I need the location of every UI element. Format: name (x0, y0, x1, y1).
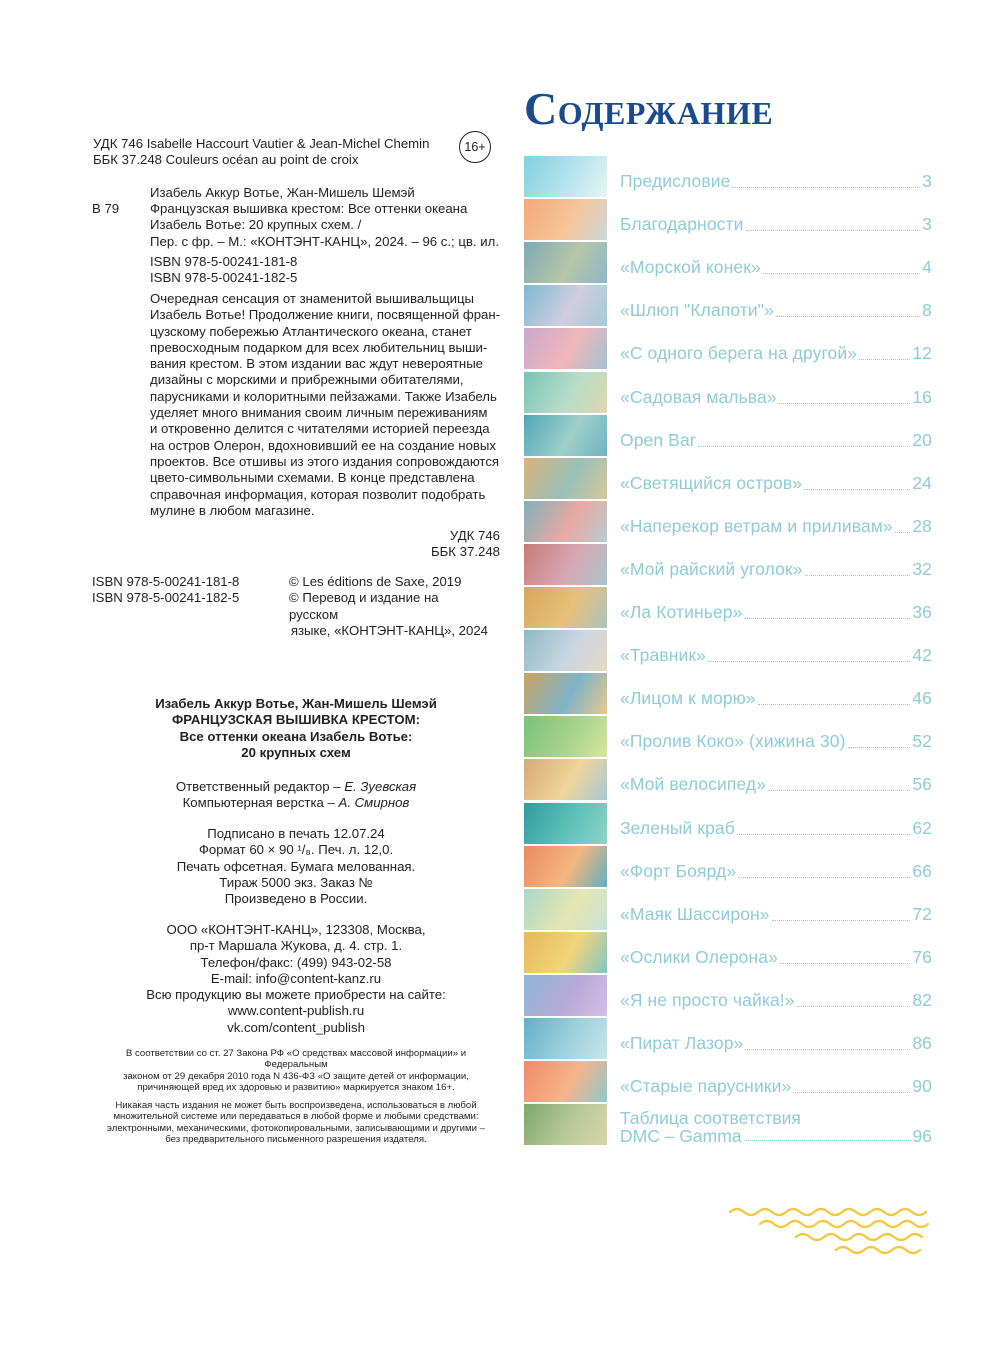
toc-leader-dots (848, 747, 911, 748)
toc-leader-dots (738, 877, 910, 878)
toc-thumbnail (524, 630, 607, 671)
toc-thumbnail (524, 759, 607, 800)
toc-leader-dots (776, 316, 920, 317)
toc-item-title: Open Bar (620, 430, 696, 450)
udk-bbk-right: УДК 746 ББК 37.248 (431, 528, 500, 560)
toc-item[interactable] (620, 938, 932, 968)
author-heading: Изабель Аккур Вотье, Жан-Мишель Шемэй (150, 185, 415, 200)
toc-item-title: «Ослики Олерона» (620, 947, 778, 967)
toc-item[interactable] (620, 895, 932, 925)
toc-thumbnail (524, 975, 607, 1016)
toc-item-page: 4 (922, 257, 932, 277)
toc-item[interactable] (620, 1024, 932, 1054)
wave-line-2 (760, 1221, 928, 1227)
toc-item-page: 42 (912, 645, 932, 665)
toc-item-page: 20 (912, 430, 932, 450)
toc-thumbnail (524, 587, 607, 628)
toc-item-dmc-table[interactable] (620, 1109, 932, 1145)
toc-item[interactable] (620, 291, 932, 321)
toc-item[interactable] (620, 421, 932, 451)
toc-item[interactable] (620, 550, 932, 580)
toc-item[interactable] (620, 464, 932, 494)
toc-thumbnail (524, 372, 607, 413)
rights-notice: Никакая часть издания не может быть воспроизведена, использоваться в любой множительной системе или передаваться в любой форме и любыми средствами: электронными, механическими, фотокопировальными, записывающими и другими – без предварительного письменного разрешения издателя. (107, 1100, 485, 1146)
toc-item[interactable] (620, 593, 932, 623)
toc-thumbnail (524, 328, 607, 369)
print-info: Подписано в печать 12.07.24 Формат 60 × 90 ¹/₈. Печ. л. 12,0. Печать офсетная. Бумага мелованная. Тираж 5000 экз. Заказ № Произведено в России. (176, 826, 416, 907)
editors-block: Ответственный редактор – Е. Зуевская Компьютерная верстка – А. Смирнов (175, 779, 417, 811)
toc-leader-dots (805, 575, 911, 576)
toc-leader-dots (797, 1006, 911, 1007)
toc-item[interactable] (620, 852, 932, 882)
toc-leader-dots (732, 187, 920, 188)
toc-leader-dots (763, 273, 920, 274)
toc-item[interactable] (620, 765, 932, 795)
catalog-code: В 79 (92, 201, 120, 216)
annotation: Очередная сенсация от знаменитой вышивальщицы Изабель Вотье! Продолжение книги, посвященной фран- цузскому побережью Атлантического океана, станет превосходным подарком для всех любительниц выши- вания крестом. В этом издании вас ждут невероятные дизайны с морскими и прибрежными обитателями, парусниками и колоритными пейзажами. Также Изабель уделяет много внимания своим личным переживаниям и откровенно делится с читателями историей переезда на остров Олерон, вдохновивший ее на создание новых проектов. Все отшивы из этого издания сопровождаются цвето-символьными схемами. В конце представлена справочная информация, которая позволит подобрать мулине в любом магазине. (150, 291, 501, 518)
toc-item-title: «Травник» (620, 645, 706, 665)
toc-leader-dots (744, 1140, 911, 1141)
wave-line-3 (796, 1234, 922, 1240)
wave-decoration (726, 1204, 936, 1256)
toc-thumbnail (524, 415, 607, 456)
toc-item[interactable] (620, 334, 932, 364)
toc-thumbnail (524, 673, 607, 714)
toc-thumbnail (524, 932, 607, 973)
age-rating-badge: 16+ (459, 131, 491, 163)
toc-item-page: 56 (912, 774, 932, 794)
toc-thumbnail (524, 544, 607, 585)
law-notice: В соответствии со ст. 27 Закона РФ «О средствах массовой информации» и Федеральным законом от 29 декабря 2010 года N 436-ФЗ «О защите детей от информации, причиняющей вред их здоровью и развитию» маркируется знаком 16+. (123, 1048, 469, 1094)
toc-item-title: «Форт Боярд» (620, 861, 737, 881)
toc-item-title-line1: Таблица соответствия (620, 1108, 801, 1128)
isbn-block: ISBN 978-5-00241-181-8 ISBN 978-5-00241-182-5 (150, 254, 298, 286)
toc-leader-dots (746, 230, 921, 231)
toc-item-title: «Наперекор ветрам и приливам» (620, 516, 893, 536)
toc-thumbnail (524, 846, 607, 887)
toc-item-title: «Мой райский уголок» (620, 559, 803, 579)
toc-leader-dots (779, 403, 911, 404)
bibliographic-description: Французская вышивка крестом: Все оттенки океана Изабель Вотье: 20 крупных схем. / Пер. с фр. – М.: «КОНТЭНТ-КАНЦ», 2024. – 96 с.; цв. ил. (150, 201, 499, 249)
toc-item-title: «Ла Котиньер» (620, 602, 743, 622)
toc-item[interactable] (620, 205, 932, 235)
toc-item-page: 66 (912, 861, 932, 881)
wave-line-1 (730, 1209, 926, 1215)
copyright-block: © Les éditions de Saxe, 2019 © Перевод и издание на русском языке, «КОНТЭНТ-КАНЦ», 2024 (289, 574, 488, 638)
toc-leader-dots (780, 963, 910, 964)
toc-item-title: «Пролив Коко» (хижина 30) (620, 731, 846, 751)
toc-item-page: 24 (912, 473, 932, 493)
toc-item-title: «Садовая мальва» (620, 387, 777, 407)
toc-leader-dots (804, 489, 910, 490)
toc-item-title: «Шлюп "Клапоти"» (620, 300, 774, 320)
imprint-title: Изабель Аккур Вотье, Жан-Мишель Шемэй ФРАНЦУЗСКАЯ ВЫШИВКА КРЕСТОМ: Все оттенки океана Изабель Вотье: 20 крупных схем (155, 696, 437, 760)
udk-line: УДК 746 Isabelle Haccourt Vautier & Jean-Michel Chemin (93, 136, 430, 151)
toc-thumbnail (524, 1061, 607, 1102)
toc-item[interactable] (620, 679, 932, 709)
toc-leader-dots (859, 359, 910, 360)
toc-item[interactable] (620, 378, 932, 408)
toc-leader-dots (745, 1049, 910, 1050)
toc-item-page: 96 (912, 1126, 932, 1146)
toc-item-title: «Морской конек» (620, 257, 761, 277)
toc-item-title: «Маяк Шассирон» (620, 904, 770, 924)
toc-item[interactable] (620, 507, 932, 537)
toc-item-page: 28 (912, 516, 932, 536)
toc-item-title: «Пират Лазор» (620, 1033, 744, 1053)
toc-item-title-line2: DMC – Gamma (620, 1126, 742, 1146)
toc-item[interactable] (620, 248, 932, 278)
toc-leader-dots (698, 446, 911, 447)
publisher-info: ООО «КОНТЭНТ-КАНЦ», 123308, Москва, пр-т Маршала Жукова, д. 4. стр. 1. Телефон/факс: (499) 943-02-58 E-mail: info@content-kanz.ru Всю продукцию вы можете приобрести на сайте: www.content-publish.ru vk.com/content_publish (146, 922, 446, 1035)
toc-item-title: «С одного берега на другой» (620, 343, 858, 363)
toc-item[interactable] (620, 722, 932, 752)
toc-thumbnail (524, 501, 607, 542)
toc-thumbnail (524, 889, 607, 930)
toc-item[interactable] (620, 1067, 932, 1097)
toc-thumbnail (524, 285, 607, 326)
toc-item-title: Благодарности (620, 214, 744, 234)
toc-thumbnail (524, 1018, 607, 1059)
toc-leader-dots (708, 661, 910, 662)
toc-item-page: 90 (912, 1076, 932, 1096)
toc-leader-dots (772, 920, 911, 921)
toc-item-title: Зеленый краб (620, 818, 735, 838)
toc-item[interactable] (620, 981, 932, 1011)
toc-item-title: «Светящийся остров» (620, 473, 803, 493)
toc-thumbnail (524, 156, 607, 197)
toc-item-title: «Мой велосипед» (620, 774, 767, 794)
toc-item-page: 8 (922, 300, 932, 320)
toc-thumbnail (524, 1104, 607, 1145)
toc-item-page: 62 (912, 818, 932, 838)
toc-item-title: Предисловие (620, 171, 731, 191)
toc-thumbnail (524, 199, 607, 240)
toc-item[interactable] (620, 809, 932, 839)
toc-leader-dots (768, 790, 910, 791)
toc-item-page: 16 (912, 387, 932, 407)
bbk-line: ББК 37.248 Couleurs océan au point de croix (93, 152, 359, 167)
toc-item-page: 76 (912, 947, 932, 967)
toc-item-page: 52 (912, 731, 932, 751)
toc-item-page: 32 (912, 559, 932, 579)
toc-item-page: 46 (912, 688, 932, 708)
toc-item-page: 36 (912, 602, 932, 622)
toc-thumbnail (524, 716, 607, 757)
toc-item-page: 82 (912, 990, 932, 1010)
toc-leader-dots (895, 532, 911, 533)
isbn-bottom: ISBN 978-5-00241-181-8 ISBN 978-5-00241-182-5 (92, 574, 240, 606)
toc-leader-dots (744, 618, 910, 619)
toc-title: Содержание (524, 83, 774, 134)
toc-thumbnail (524, 803, 607, 844)
wave-line-4 (836, 1247, 920, 1253)
toc-leader-dots (737, 834, 910, 835)
toc-thumbnail (524, 242, 607, 283)
toc-item-page: 3 (922, 214, 932, 234)
toc-item-title: «Я не просто чайка!» (620, 990, 795, 1010)
toc-item-page: 12 (912, 343, 932, 363)
toc-item-title: «Старые парусники» (620, 1076, 792, 1096)
toc-leader-dots (793, 1092, 910, 1093)
toc-leader-dots (758, 704, 911, 705)
toc-item-page: 72 (912, 904, 932, 924)
toc-item[interactable] (620, 162, 932, 192)
toc-thumbnail (524, 458, 607, 499)
toc-item-page: 86 (912, 1033, 932, 1053)
toc-item[interactable] (620, 636, 932, 666)
toc-item-title: «Лицом к морю» (620, 688, 756, 708)
toc-item-page: 3 (922, 171, 932, 191)
